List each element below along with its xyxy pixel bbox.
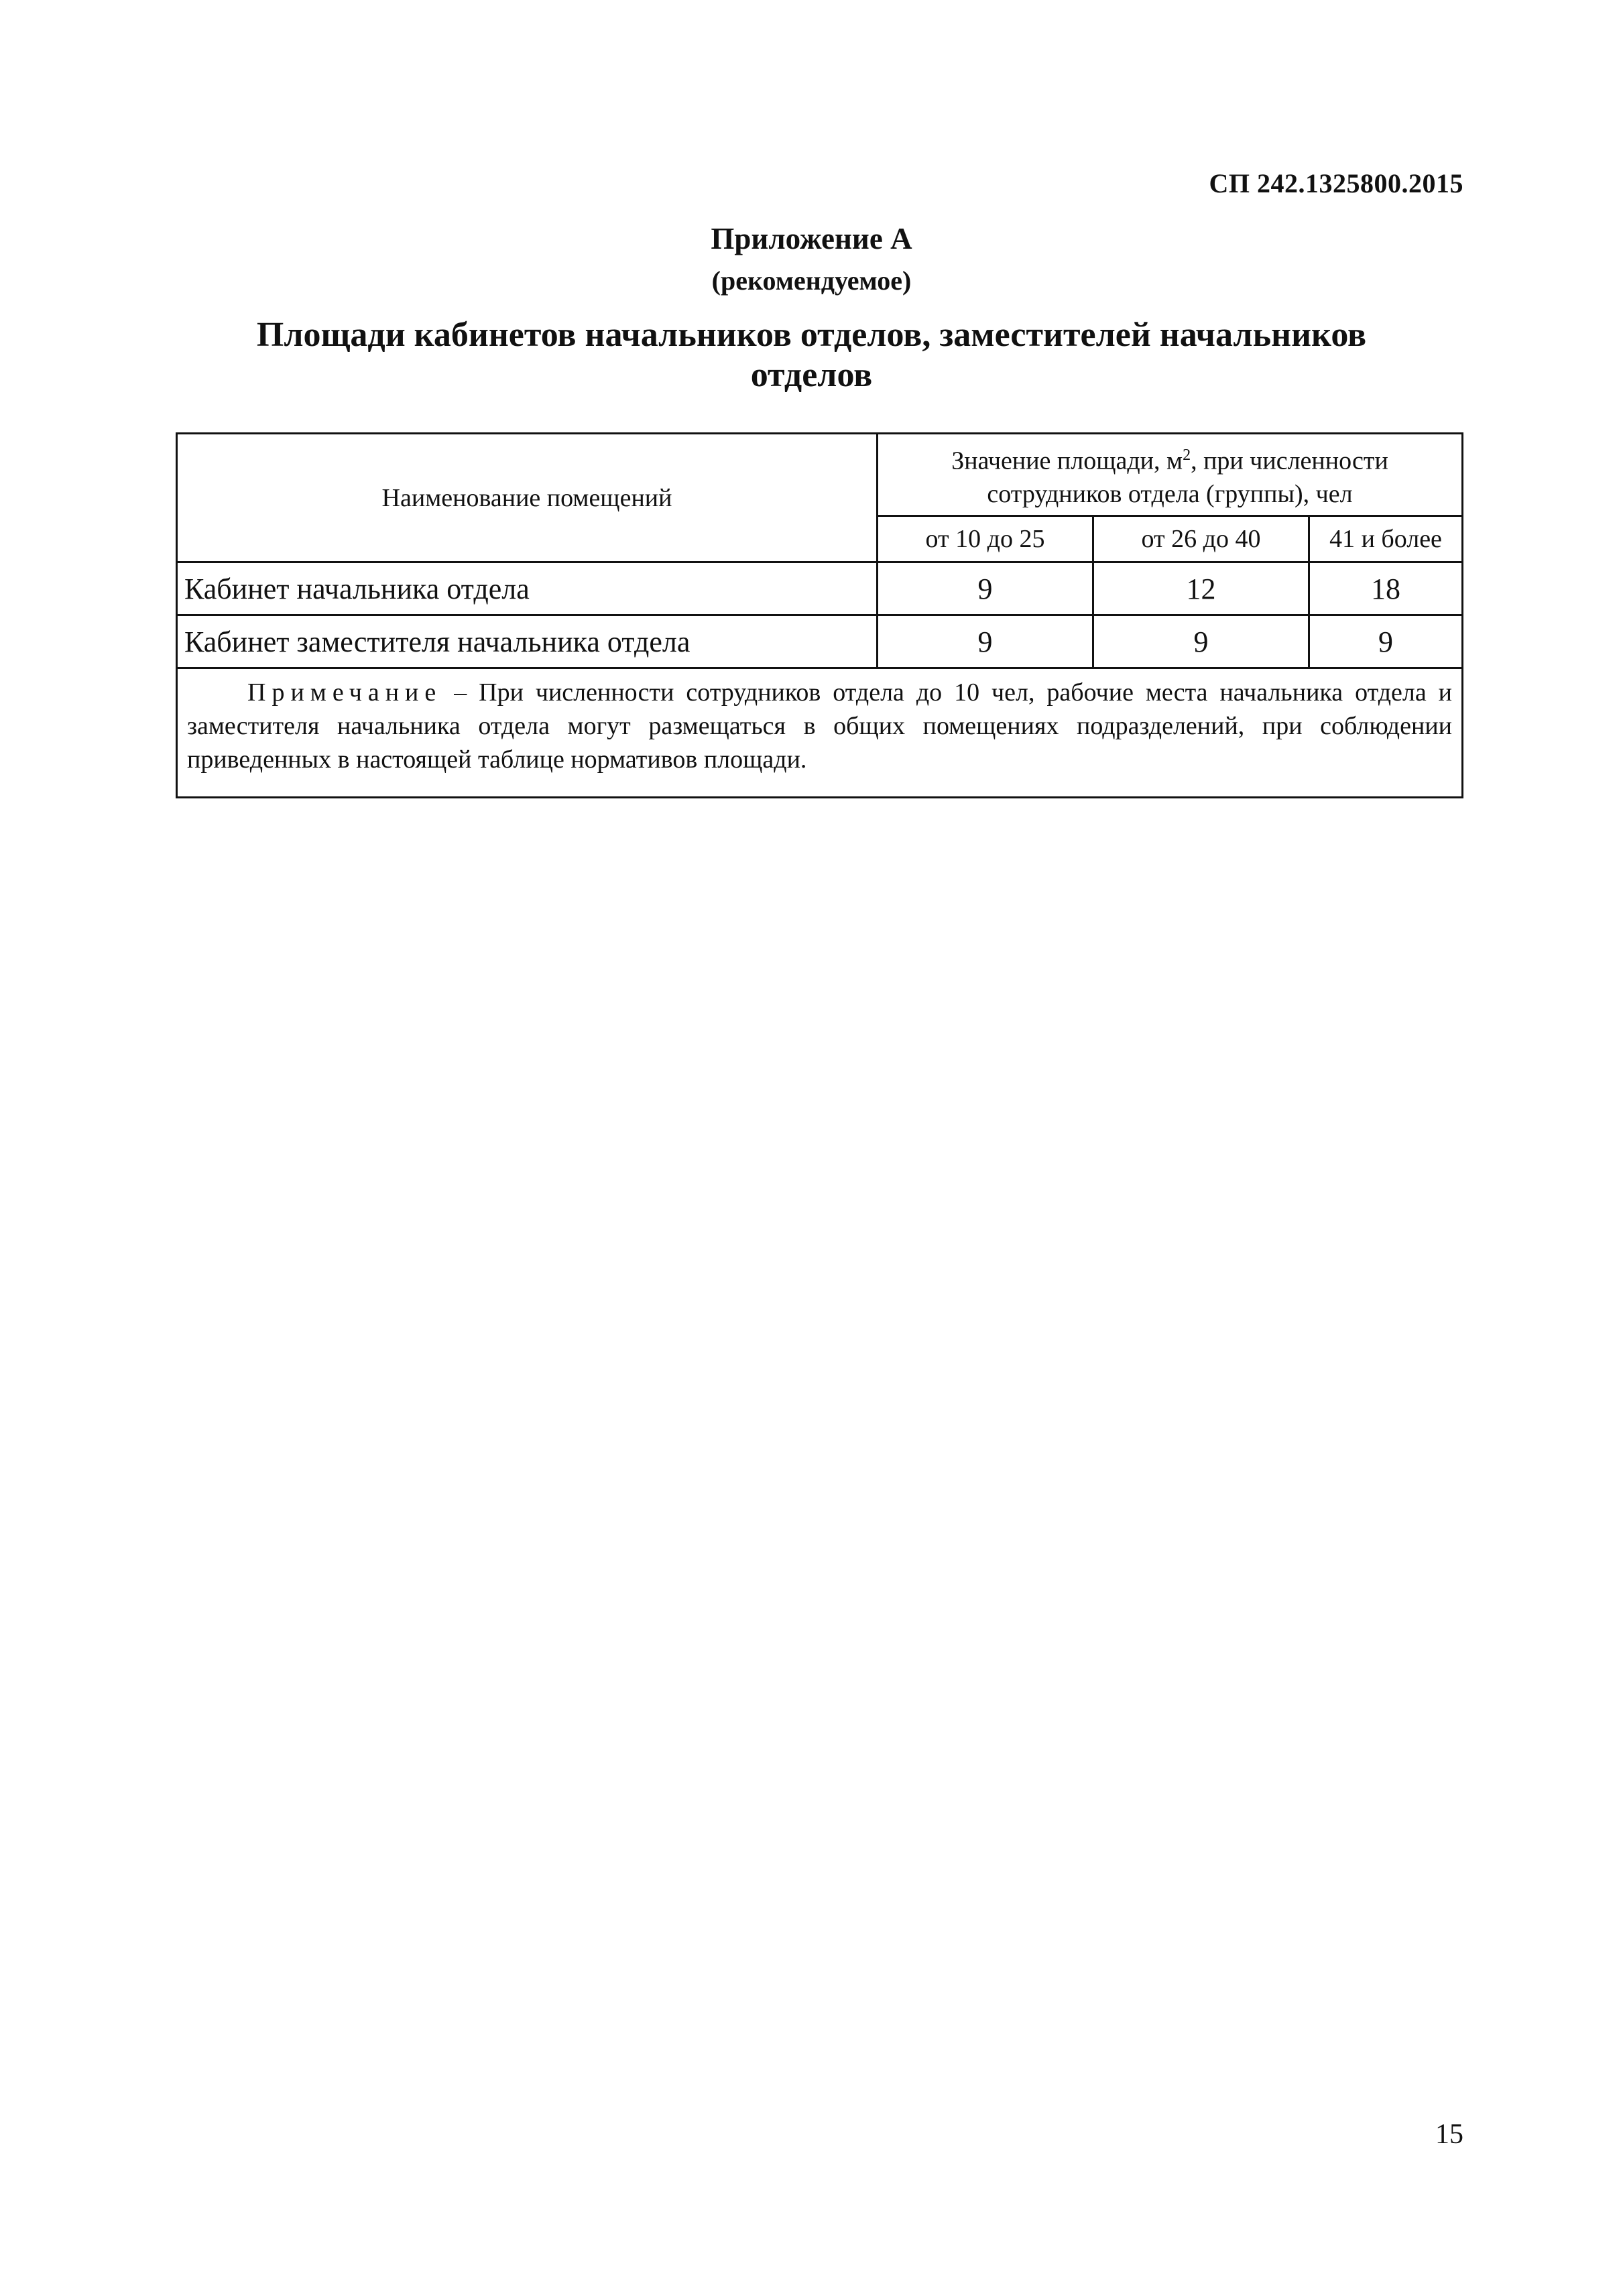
row-name-head-office: Кабинет начальника отдела [177, 562, 878, 615]
column-header-41-plus: 41 и более [1309, 516, 1463, 562]
table-title [168, 315, 1455, 396]
column-group-header-area [878, 434, 1463, 516]
table-cell: 12 [1093, 562, 1309, 615]
page-number: 15 [1435, 2119, 1463, 2150]
area-header-text-cont: , при численности [1191, 446, 1388, 475]
table-cell: 9 [878, 562, 1093, 615]
column-header-10-25: от 10 до 25 [878, 516, 1093, 562]
table-cell: 9 [1309, 615, 1463, 668]
table-note-row [177, 668, 1463, 798]
document-code: СП 242.1325800.2015 [1209, 168, 1463, 198]
table-row [177, 615, 1463, 668]
area-header-superscript: 2 [1183, 446, 1191, 464]
column-header-26-40: от 26 до 40 [1093, 516, 1309, 562]
note-text: – При численности сотрудников отдела до 10 чел, рабочие места начальника отдела и заместителя начальника отдела могут размещаться в общих помещениях подразделений, при соблюдении приведенных в настоящей таблице нормативов площади. [187, 678, 1453, 774]
area-table-container [176, 432, 1461, 798]
table-cell: 9 [1093, 615, 1309, 668]
area-header-text-line2: сотрудников отдела (группы), чел [987, 480, 1353, 509]
table-cell: 18 [1309, 562, 1463, 615]
table-title-line-2: отделов [750, 356, 873, 394]
table-title-line-1: Площади кабинетов начальников отделов, заместителей начальников [256, 316, 1367, 354]
area-header-text: Значение площади, м [951, 446, 1183, 475]
row-name-deputy-office: Кабинет заместителя начальника отдела [177, 615, 878, 668]
appendix-title: Приложение А [711, 222, 912, 255]
area-table [176, 432, 1463, 798]
appendix-subtitle: (рекомендуемое) [711, 265, 912, 296]
table-cell: 9 [878, 615, 1093, 668]
table-row [177, 562, 1463, 615]
column-header-room-name: Наименование помещений [177, 434, 878, 562]
note-lead: Примечание [247, 678, 442, 707]
table-note [177, 668, 1463, 798]
table-header-row [177, 434, 1463, 516]
